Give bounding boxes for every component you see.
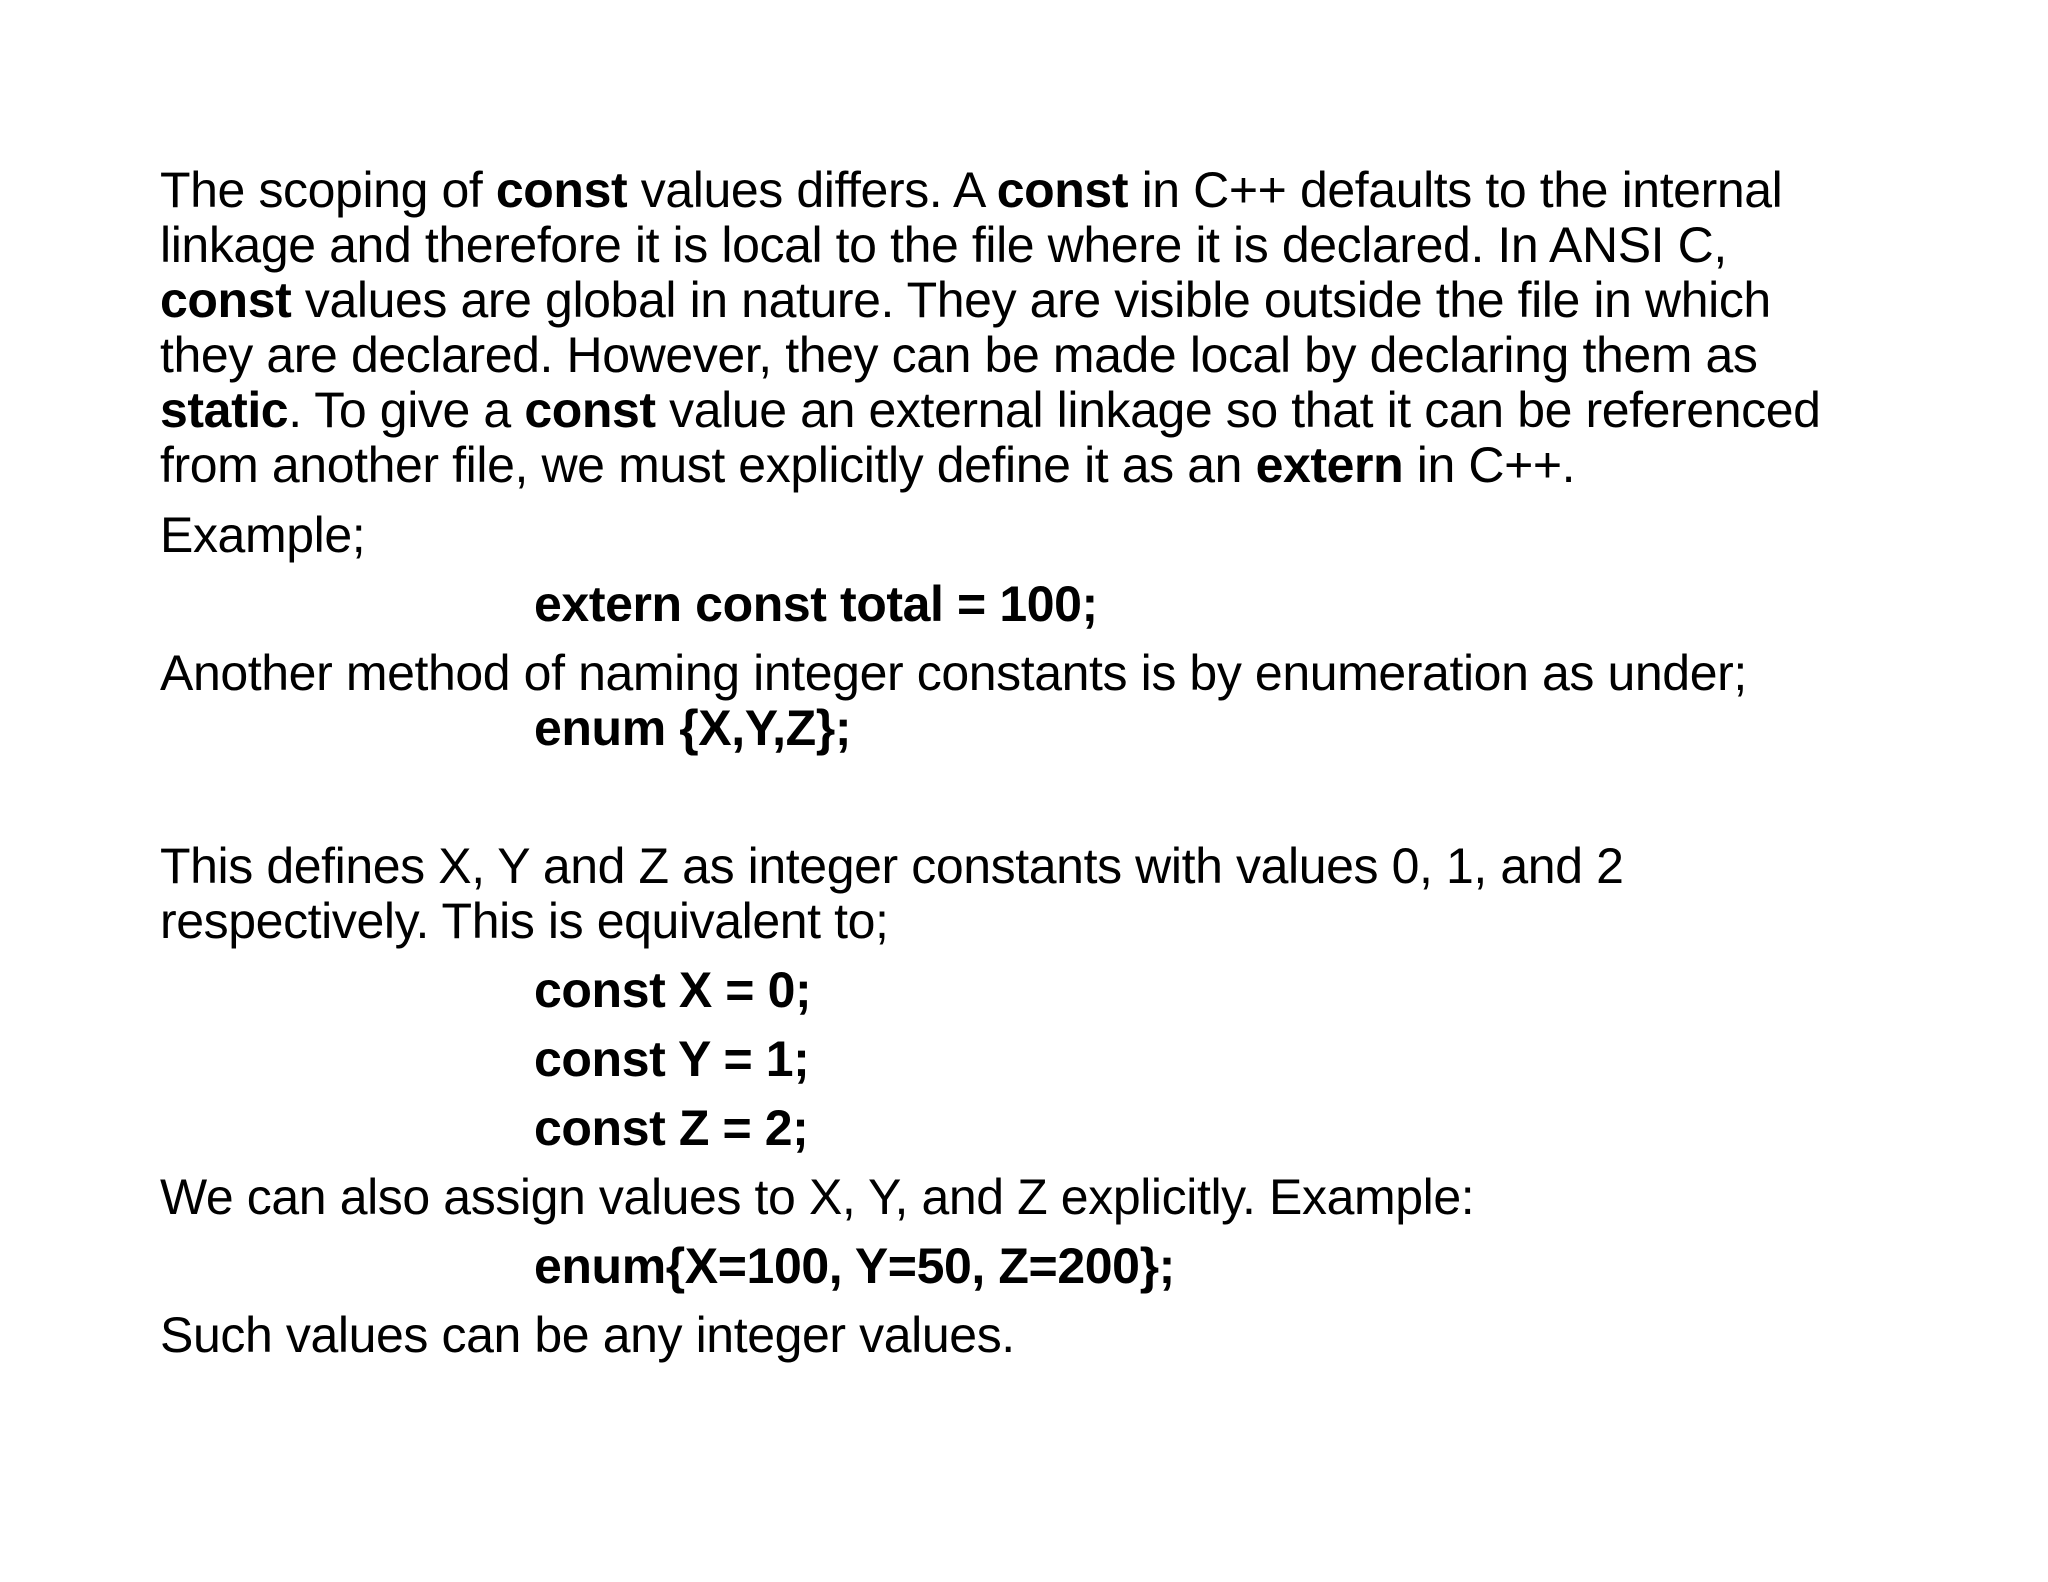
text: in C++ defaults to the internal — [1128, 162, 1783, 218]
text: values differs. A — [627, 162, 997, 218]
example-label: Example; — [160, 507, 366, 563]
code-enum: enum {X,Y,Z}; — [534, 700, 852, 756]
keyword-const: const — [495, 162, 628, 218]
keyword-const: const — [524, 382, 656, 438]
keyword-extern: extern — [1255, 437, 1404, 493]
code-enum-assigned: enum{X=100, Y=50, Z=200}; — [534, 1238, 1175, 1294]
keyword-static: static — [160, 382, 289, 438]
paragraph2-line1: This defines X, Y and Z as integer constants with values 0, 1, and 2 — [160, 838, 1624, 894]
enum-intro: Another method of naming integer constants is by enumeration as under; — [160, 645, 1747, 701]
keyword-const: const — [160, 272, 292, 328]
paragraph1-line4: they are declared. However, they can be made local by declaring them as — [160, 327, 1758, 383]
code-extern-const: extern const total = 100; — [534, 576, 1098, 632]
code-const-x: const X = 0; — [534, 962, 812, 1018]
text: value an external linkage so that it can be referenced — [655, 382, 1821, 438]
code-const-z: const Z = 2; — [534, 1100, 809, 1156]
paragraph2-line2: respectively. This is equivalent to; — [160, 893, 889, 949]
assign-intro: We can also assign values to X, Y, and Z explicitly. Example: — [160, 1169, 1475, 1225]
paragraph1-line3 — [160, 272, 1771, 328]
paragraph1-line6 — [160, 437, 1575, 493]
paragraph1-line5 — [160, 382, 1821, 438]
paragraph1-line2: linkage and therefore it is local to the file where it is declared. In ANSI C, — [160, 217, 1727, 273]
text: values are global in nature. They are visible outside the file in which — [291, 272, 1771, 328]
text: The scoping of — [160, 162, 496, 218]
keyword-const: const — [996, 162, 1129, 218]
paragraph1-line1 — [160, 162, 1782, 218]
text: from another file, we must explicitly define it as an — [160, 437, 1256, 493]
text: in C++. — [1403, 437, 1576, 493]
text: . To give a — [288, 382, 525, 438]
closing-text: Such values can be any integer values. — [160, 1307, 1015, 1363]
code-const-y: const Y = 1; — [534, 1031, 810, 1087]
